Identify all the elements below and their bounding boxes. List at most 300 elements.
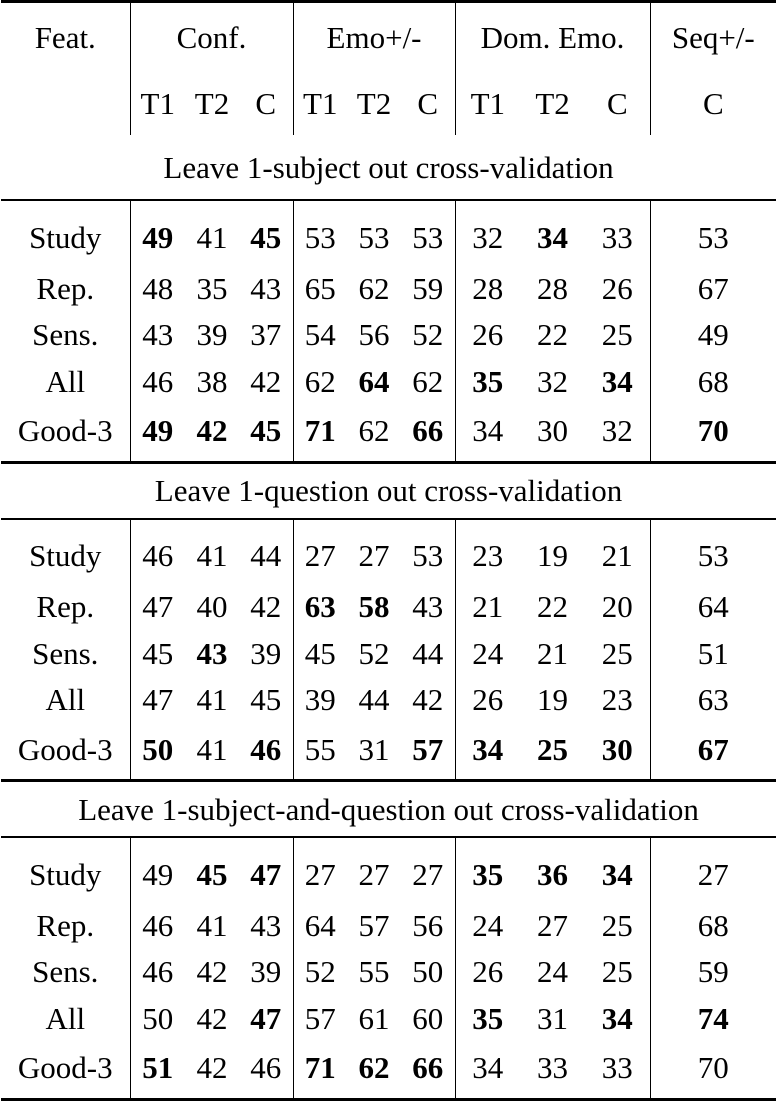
cell-value: 46 [142,363,174,399]
table-cell [585,723,650,781]
cell-value: 45 [250,682,282,718]
table-cell [401,1042,455,1100]
table-cell [585,265,650,312]
table-cell [585,949,650,996]
section-title-row [1,462,776,519]
table-cell [401,405,455,463]
cell-value-bold: 34 [601,856,633,892]
table-cell [130,519,185,584]
header-sub-empty [1,71,130,135]
cell-value: 30 [537,413,569,448]
table-cell [185,949,239,996]
cell-value: 27 [412,856,444,892]
cell-value: 59 [697,954,729,990]
cell-value-bold: 66 [412,413,444,448]
table-cell [347,723,401,781]
cell-value: 28 [472,270,504,306]
cell-value: 41 [196,219,228,255]
cell-value: 46 [142,538,174,573]
cell-value: 52 [358,635,390,671]
table-cell [455,995,520,1042]
table-cell [293,358,347,405]
cell-value: 34 [472,413,504,448]
table-cell [293,677,347,724]
table-cell [585,519,650,584]
cell-value: 25 [601,635,633,671]
cell-value-bold: 50 [142,731,174,767]
cell-value: 42 [196,954,228,990]
cell-value-bold: 34 [601,363,633,399]
cell-value: 39 [250,954,282,990]
table-cell [293,200,347,265]
cell-value: 42 [412,682,444,718]
cell-value: 62 [304,363,336,399]
cell-value: 31 [358,731,390,767]
table-cell [239,837,293,902]
cell-value: 27 [358,856,390,892]
row-feature-label: Good-3 [17,413,113,448]
table-cell [455,723,520,781]
row-feature-label: Rep. [36,589,95,625]
cell-value: 26 [472,317,504,353]
cell-value: 56 [358,317,390,353]
cell-value: 53 [697,219,729,255]
cell-value: 27 [537,907,569,943]
cell-value: 39 [250,635,282,671]
table-cell [455,677,520,724]
table-cell [401,902,455,949]
row-feature-label: Sens. [32,635,99,671]
table-cell [401,723,455,781]
cell-value: 22 [537,589,569,625]
cell-value: 48 [142,270,174,306]
cell-value: 28 [537,270,569,306]
cell-value: 19 [537,682,569,718]
table-cell [239,265,293,312]
table-cell [401,312,455,359]
cell-value-bold: 58 [358,589,390,625]
table-cell [347,837,401,902]
cell-value: 44 [412,635,444,671]
table-cell [650,519,776,584]
cell-value: 64 [697,589,729,625]
table-cell [520,405,585,463]
table-cell [293,723,347,781]
cell-value: 62 [412,363,444,399]
cell-value-bold: 35 [472,363,504,399]
table-cell [130,949,185,996]
cell-value: 62 [358,413,390,448]
cell-value-bold: 64 [358,363,390,399]
table-cell [130,200,185,265]
cell-value-bold: 71 [304,1050,336,1085]
table-cell [585,995,650,1042]
header-group-dom-emo: Dom. Emo. [455,2,650,72]
table-cell [455,312,520,359]
cell-value: 42 [196,1000,228,1036]
cell-value-bold: 34 [537,219,569,255]
header-sub-t2: T2 [194,85,230,121]
cell-value-bold: 35 [472,1000,504,1036]
table-cell [650,949,776,996]
cell-value: 23 [472,538,504,573]
section-title-row [1,135,776,200]
header-sub-c: C [606,85,628,121]
table-cell [239,312,293,359]
row-feature-label: Study [29,219,102,255]
header-sub-t1: T1 [293,71,347,135]
cell-value: 42 [196,1050,228,1085]
cell-value-bold: 62 [358,1050,390,1085]
header-group-emo: Emo+/- [293,2,455,72]
table-cell [239,519,293,584]
table-cell [185,630,239,677]
row-feature-label: Good-3 [17,731,113,767]
table-cell [185,200,239,265]
table-cell [585,677,650,724]
cell-value: 40 [196,589,228,625]
cell-value-bold: 47 [250,1000,282,1036]
cell-value: 19 [537,538,569,573]
table-cell [130,677,185,724]
cell-value: 34 [472,1050,504,1085]
cell-value: 47 [142,589,174,625]
table-cell [650,1042,776,1100]
cell-value-bold: 43 [196,635,228,671]
row-feature-label: All [45,1000,86,1036]
table-row [1,405,776,463]
table-cell [520,723,585,781]
table-cell [585,358,650,405]
cell-value: 38 [196,363,228,399]
cell-value: 43 [250,907,282,943]
table-cell [650,723,776,781]
cell-value: 65 [304,270,336,306]
table-cell [455,902,520,949]
cell-value: 41 [196,538,228,573]
header-group-conf: Conf. [130,2,293,72]
row-feature-label: Rep. [36,907,95,943]
cell-value-bold: 74 [697,1000,729,1036]
table-cell [130,265,185,312]
cell-value: 53 [358,219,390,255]
table-cell [293,902,347,949]
header-feat: Feat. [34,19,96,55]
cell-value: 45 [142,635,174,671]
cell-value: 61 [358,1000,390,1036]
cell-value: 43 [142,317,174,353]
table-cell [455,358,520,405]
table-cell [585,312,650,359]
table-cell [185,519,239,584]
cell-value: 23 [601,682,633,718]
cell-value-bold: 57 [412,731,444,767]
table-row [1,723,776,781]
table-cell [293,519,347,584]
table-cell [401,630,455,677]
cell-value: 21 [537,635,569,671]
table-cell [650,265,776,312]
table-cell [185,995,239,1042]
cell-value: 25 [601,907,633,943]
table-cell [347,1042,401,1100]
row-feature-label: Study [29,856,102,892]
cell-value-bold: 45 [196,856,228,892]
table-cell [520,949,585,996]
cell-value: 53 [412,538,444,573]
cell-value: 56 [412,907,444,943]
cell-value: 60 [412,1000,444,1036]
cell-value: 25 [601,954,633,990]
row-feature-label: Sens. [32,954,99,990]
cell-value: 33 [537,1050,569,1085]
cell-value: 68 [697,907,729,943]
table-row [1,677,776,724]
cell-value-bold: 71 [304,413,336,448]
table-cell [185,837,239,902]
cell-value: 53 [697,538,729,573]
table-cell [401,200,455,265]
table-cell [650,902,776,949]
table-cell [239,995,293,1042]
row-feature-label: Sens. [32,317,99,353]
table-cell [185,902,239,949]
cell-value: 55 [304,731,336,767]
cell-value: 41 [196,731,228,767]
table-cell [185,677,239,724]
table-cell [130,312,185,359]
header-sub-c: C [417,85,439,121]
header-sub-t2: T2 [356,85,392,121]
cell-value: 42 [250,589,282,625]
header-sub-t1: T1 [455,71,520,135]
cell-value: 45 [304,635,336,671]
cell-value-bold: 47 [250,856,282,892]
cell-value-bold: 49 [142,413,174,448]
header-group-seq: Seq+/- [650,2,776,72]
table-cell [185,584,239,631]
table-cell [401,677,455,724]
table-cell [185,1042,239,1100]
cell-value-bold: 49 [142,219,174,255]
table-row [1,995,776,1042]
cell-value-bold: 45 [250,413,282,448]
cell-value: 21 [601,538,633,573]
cell-value: 49 [697,317,729,353]
cell-value: 32 [472,219,504,255]
table-cell [585,584,650,631]
table-cell [455,519,520,584]
cell-value-bold: 34 [601,1000,633,1036]
table-row [1,265,776,312]
row-feature-label: All [45,682,86,718]
cell-value-bold: 30 [601,731,633,767]
cell-value: 37 [250,317,282,353]
table-cell [347,677,401,724]
table-cell [130,630,185,677]
cell-value: 54 [304,317,336,353]
cell-value: 26 [472,682,504,718]
table-cell [455,200,520,265]
table-cell [520,312,585,359]
cell-value-bold: 67 [697,731,729,767]
table-cell [401,519,455,584]
cell-value-bold: 45 [250,219,282,255]
row-feature-label: Study [29,538,102,573]
cell-value: 47 [142,682,174,718]
table-cell [585,200,650,265]
cell-value: 39 [196,317,228,353]
cell-value: 50 [412,954,444,990]
table-cell [293,584,347,631]
cell-value: 26 [472,954,504,990]
table-cell [520,630,585,677]
table-cell [455,837,520,902]
cell-value-bold: 63 [304,589,336,625]
table-cell [650,405,776,463]
table-cell [650,584,776,631]
table-cell [401,837,455,902]
table-cell [585,630,650,677]
table-cell [185,312,239,359]
cell-value-bold: 35 [472,856,504,892]
cell-value: 26 [601,270,633,306]
table-row [1,949,776,996]
table-cell [650,677,776,724]
cell-value: 52 [304,954,336,990]
section-title: Leave 1-question out cross-validation [1,462,776,519]
cell-value: 43 [412,589,444,625]
cell-value: 35 [196,270,228,306]
table-row [1,519,776,584]
table-cell [585,1042,650,1100]
table-cell [130,1042,185,1100]
row-feature-label: All [45,363,86,399]
table-cell [650,995,776,1042]
table-cell [130,995,185,1042]
cell-value-bold: 51 [142,1050,174,1085]
table-cell [293,265,347,312]
table-cell [347,200,401,265]
table-cell [520,902,585,949]
cell-value: 25 [601,317,633,353]
cell-value: 68 [697,363,729,399]
cell-value: 70 [697,1050,729,1085]
cell-value: 51 [697,635,729,671]
cell-value: 32 [537,363,569,399]
table-cell [347,405,401,463]
table-cell [520,584,585,631]
table-cell [455,949,520,996]
cell-value: 33 [601,1050,633,1085]
table-cell [455,584,520,631]
table-cell [520,200,585,265]
cell-value: 52 [412,317,444,353]
cell-value: 46 [250,1050,282,1085]
cell-value: 50 [142,1000,174,1036]
table-cell [520,995,585,1042]
table-cell [239,200,293,265]
table-cell [239,949,293,996]
table-cell [185,723,239,781]
cell-value-bold: 66 [412,1050,444,1085]
results-table [1,0,776,1101]
table-cell [239,630,293,677]
header-sub-c: C [650,71,776,135]
cell-value: 24 [472,907,504,943]
cell-value: 27 [358,538,390,573]
cell-value: 27 [697,856,729,892]
cell-value: 33 [601,219,633,255]
cell-value: 41 [196,907,228,943]
table-cell [293,949,347,996]
table-cell [347,312,401,359]
table-row [1,358,776,405]
cell-value-bold: 42 [196,413,228,448]
cell-value: 27 [304,538,336,573]
cell-value: 43 [250,270,282,306]
table-cell [401,949,455,996]
cell-value: 63 [697,682,729,718]
header-row-groups [1,2,776,72]
table-cell [347,630,401,677]
table-cell [293,837,347,902]
table-cell [520,265,585,312]
table-cell [585,837,650,902]
table-row [1,837,776,902]
cell-value: 53 [412,219,444,255]
table-cell [347,949,401,996]
cell-value: 44 [358,682,390,718]
table-cell [130,902,185,949]
cell-value: 59 [412,270,444,306]
table-cell [239,1042,293,1100]
table-cell [239,358,293,405]
table-cell [650,200,776,265]
table-cell [650,312,776,359]
cell-value: 55 [358,954,390,990]
table-cell [293,995,347,1042]
cell-value: 46 [142,954,174,990]
table-cell [130,358,185,405]
table-cell [520,1042,585,1100]
table-cell [401,584,455,631]
cell-value: 64 [304,907,336,943]
header-sub-t1: T1 [130,71,185,135]
cell-value: 27 [304,856,336,892]
table-cell [401,358,455,405]
table-row [1,630,776,677]
table-cell [585,902,650,949]
table-row [1,200,776,265]
table-cell [185,405,239,463]
header-sub-c: C [255,85,277,121]
cell-value: 39 [304,682,336,718]
row-feature-label: Rep. [36,270,95,306]
table-cell [130,405,185,463]
table-cell [520,837,585,902]
table-cell [130,584,185,631]
cell-value: 24 [472,635,504,671]
table-cell [455,630,520,677]
table-cell [650,837,776,902]
cell-value: 24 [537,954,569,990]
table-cell [130,837,185,902]
row-feature-label: Good-3 [17,1050,113,1085]
cell-value: 44 [250,538,282,573]
cell-value: 22 [537,317,569,353]
table-cell [401,995,455,1042]
